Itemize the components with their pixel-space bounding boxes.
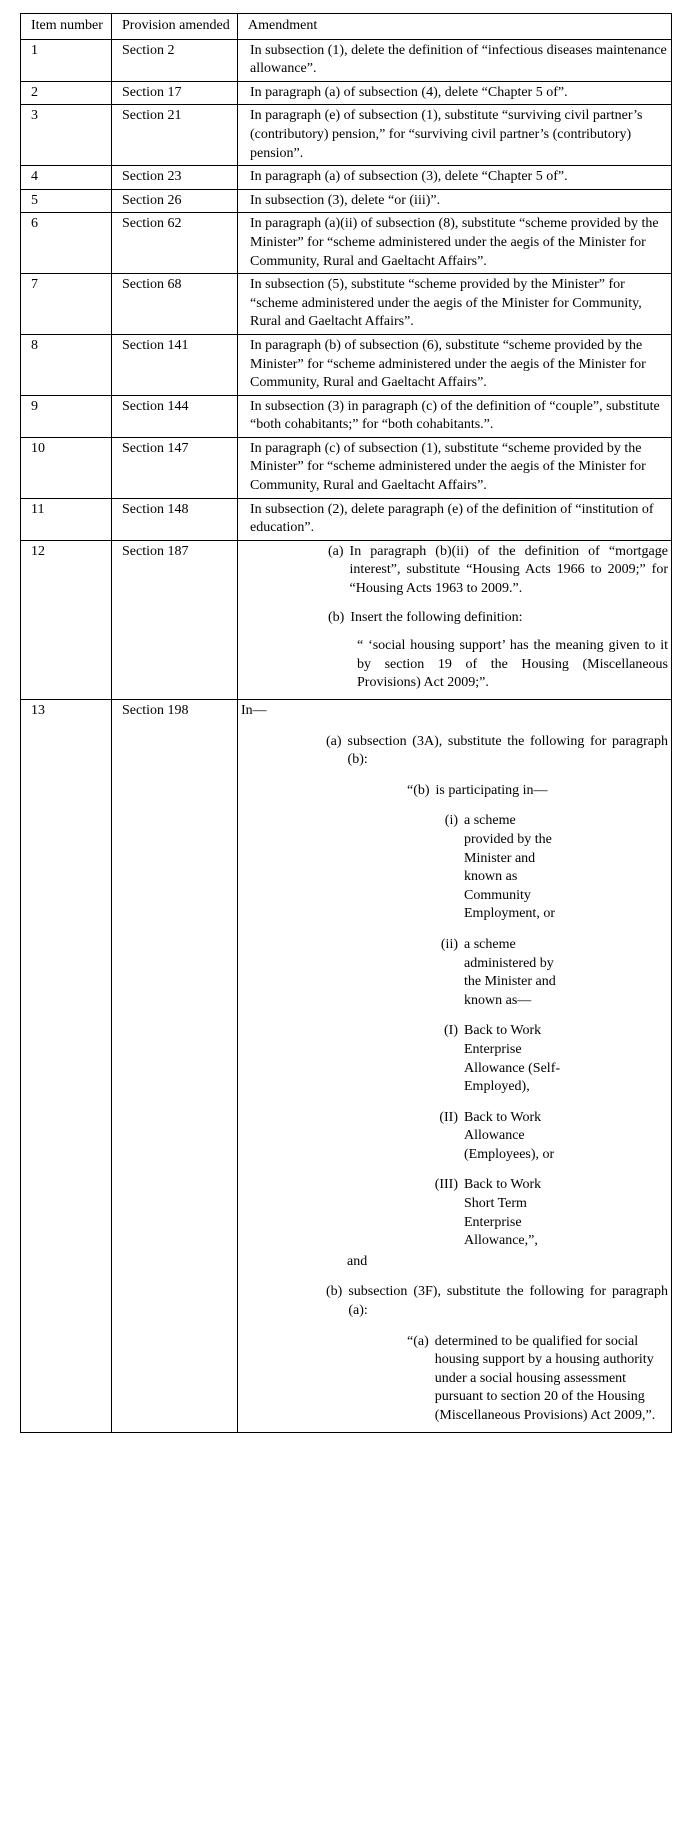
provision-amended: Section 141 (112, 334, 238, 395)
paragraph-text: is participating in— (435, 782, 548, 798)
provision-amended: Section 62 (112, 213, 238, 274)
clause-II (241, 1109, 562, 1165)
paragraph-text: In paragraph (b)(ii) of the definition of “mortgage interest”, substitute “Housing Acts 1966 to 2009;” for “Housing Acts 1963 to 2009.”. (349, 543, 668, 597)
table-row (21, 700, 672, 1433)
paragraph-text: a scheme administered by the Minister and known as— (464, 936, 556, 1008)
item-number: 2 (21, 81, 112, 105)
provision-amended: Section 26 (112, 189, 238, 213)
amendment-text: In subsection (2), delete paragraph (e) of the definition of “institution of education”. (238, 498, 672, 540)
table-row (21, 166, 672, 190)
provision-amended: Section 23 (112, 166, 238, 190)
quoted-definition: “ ‘social housing support’ has the meaning given to it by section 19 of the Housing (Miscellaneous Provisions) Act 2009;”. (357, 638, 668, 691)
table-row (21, 105, 672, 166)
subparagraph-ii (241, 936, 562, 1010)
paragraph-label: “(b) (407, 782, 430, 798)
subparagraph-i (241, 812, 562, 924)
item-number: 7 (21, 274, 112, 335)
paragraph-label: (II) (439, 1109, 458, 1125)
amendment-text: In paragraph (b) of subsection (6), substitute “scheme provided by the Minister” for “scheme administered under the aegis of the Minister for Community, Rural and Gaeltacht Affairs”. (238, 334, 672, 395)
paragraph-label: (a) (326, 733, 342, 749)
table-row (21, 395, 672, 437)
header-item-number: Item number (21, 14, 112, 40)
clause-III (241, 1176, 562, 1250)
table-row (21, 81, 672, 105)
intro-text: In— (241, 703, 267, 718)
provision-amended: Section 198 (112, 700, 238, 1433)
table-row (21, 39, 672, 81)
table-row (21, 189, 672, 213)
item-number: 1 (21, 39, 112, 81)
provision-amended: Section 187 (112, 540, 238, 699)
paragraph-text: Back to Work Enterprise Allowance (Self-Employed), (464, 1023, 561, 1095)
paragraph-text: a scheme provided by the Minister and known as Community Employment, or (464, 813, 555, 922)
paragraph-label: (I) (444, 1023, 458, 1039)
amendment-text: In subsection (3) in paragraph (c) of the definition of “couple”, substitute “both cohabitants;” for “both cohabitants.”. (238, 395, 672, 437)
paragraph-text: Back to Work Allowance (Employees), or (464, 1109, 555, 1162)
paragraph-label: (ii) (440, 936, 458, 952)
paragraph-label: (a) (328, 543, 344, 559)
table-row (21, 540, 672, 699)
provision-amended: Section 147 (112, 437, 238, 498)
item-number: 11 (21, 498, 112, 540)
quoted-paragraph-b (241, 782, 668, 801)
table-row (21, 213, 672, 274)
header-provision-amended: Provision amended (112, 14, 238, 40)
and-conjunction: and (347, 1253, 368, 1269)
paragraph-label: (i) (444, 813, 458, 829)
item-number: 8 (21, 334, 112, 395)
item-number: 4 (21, 166, 112, 190)
item-number: 6 (21, 213, 112, 274)
item-number: 10 (21, 437, 112, 498)
provision-amended: Section 21 (112, 105, 238, 166)
paragraph-b (241, 1283, 668, 1320)
paragraph-a (241, 733, 668, 770)
item-number: 9 (21, 395, 112, 437)
paragraph-text: determined to be qualified for social housing support by a housing authority under a social housing assessment pursuant to section 20 of the Housing (Miscellaneous Provisions) Act 2009,”. (434, 1333, 656, 1423)
table-row (21, 498, 672, 540)
amendment-text: In paragraph (a) of subsection (3), delete “Chapter 5 of”. (238, 166, 672, 190)
paragraph-text: Back to Work Short Term Enterprise Allowance,”, (464, 1177, 542, 1249)
amendment-text: In paragraph (e) of subsection (1), substitute “surviving civil partner’s (contributory) pension,” for “surviving civil partner’s (contributory) pension”. (238, 105, 672, 166)
paragraph-text: subsection (3A), substitute the following for paragraph (b): (347, 733, 668, 768)
header-amendment: Amendment (238, 14, 672, 40)
item-number: 3 (21, 105, 112, 166)
amendment-text: In subsection (3), delete “or (iii)”. (238, 189, 672, 213)
paragraph-label: “(a) (407, 1333, 429, 1349)
amendment-text: In subsection (5), substitute “scheme provided by the Minister” for “scheme administered under the aegis of the Minister for Community, Rural and Gaeltacht Affairs”. (238, 274, 672, 335)
provision-amended: Section 2 (112, 39, 238, 81)
amendment-text (238, 700, 672, 1433)
paragraph-label: (b) (328, 609, 345, 625)
provision-amended: Section 17 (112, 81, 238, 105)
provision-amended: Section 144 (112, 395, 238, 437)
amendment-text: In subsection (1), delete the definition of “infectious diseases maintenance allowance”. (238, 39, 672, 81)
paragraph-label: (b) (326, 1284, 343, 1300)
item-number: 12 (21, 540, 112, 699)
item-number: 13 (21, 700, 112, 1433)
paragraph-b (250, 609, 668, 628)
amendment-text: In paragraph (a) of subsection (4), delete “Chapter 5 of”. (238, 81, 672, 105)
amendment-text (238, 540, 672, 699)
provision-amended: Section 68 (112, 274, 238, 335)
amendment-text: In paragraph (a)(ii) of subsection (8), substitute “scheme provided by the Minister” for “scheme administered under the aegis of the Minister for Community, Rural and Gaeltacht Affairs”. (238, 213, 672, 274)
paragraph-a (250, 543, 668, 599)
paragraph-text: subsection (3F), substitute the following for paragraph (a): (348, 1284, 668, 1319)
amendment-text: In paragraph (c) of subsection (1), substitute “scheme provided by the Minister” for “scheme administered under the aegis of the Minister for Community, Rural and Gaeltacht Affairs”. (238, 437, 672, 498)
paragraph-text: Insert the following definition: (350, 609, 523, 625)
table-row (21, 274, 672, 335)
paragraph-label: (III) (434, 1177, 458, 1193)
quoted-paragraph-a (241, 1333, 668, 1426)
item-number: 5 (21, 189, 112, 213)
table-header-row (21, 14, 672, 40)
provision-amended: Section 148 (112, 498, 238, 540)
clause-I (241, 1022, 562, 1096)
amendments-table (20, 13, 672, 1433)
table-row (21, 334, 672, 395)
table-row (21, 437, 672, 498)
